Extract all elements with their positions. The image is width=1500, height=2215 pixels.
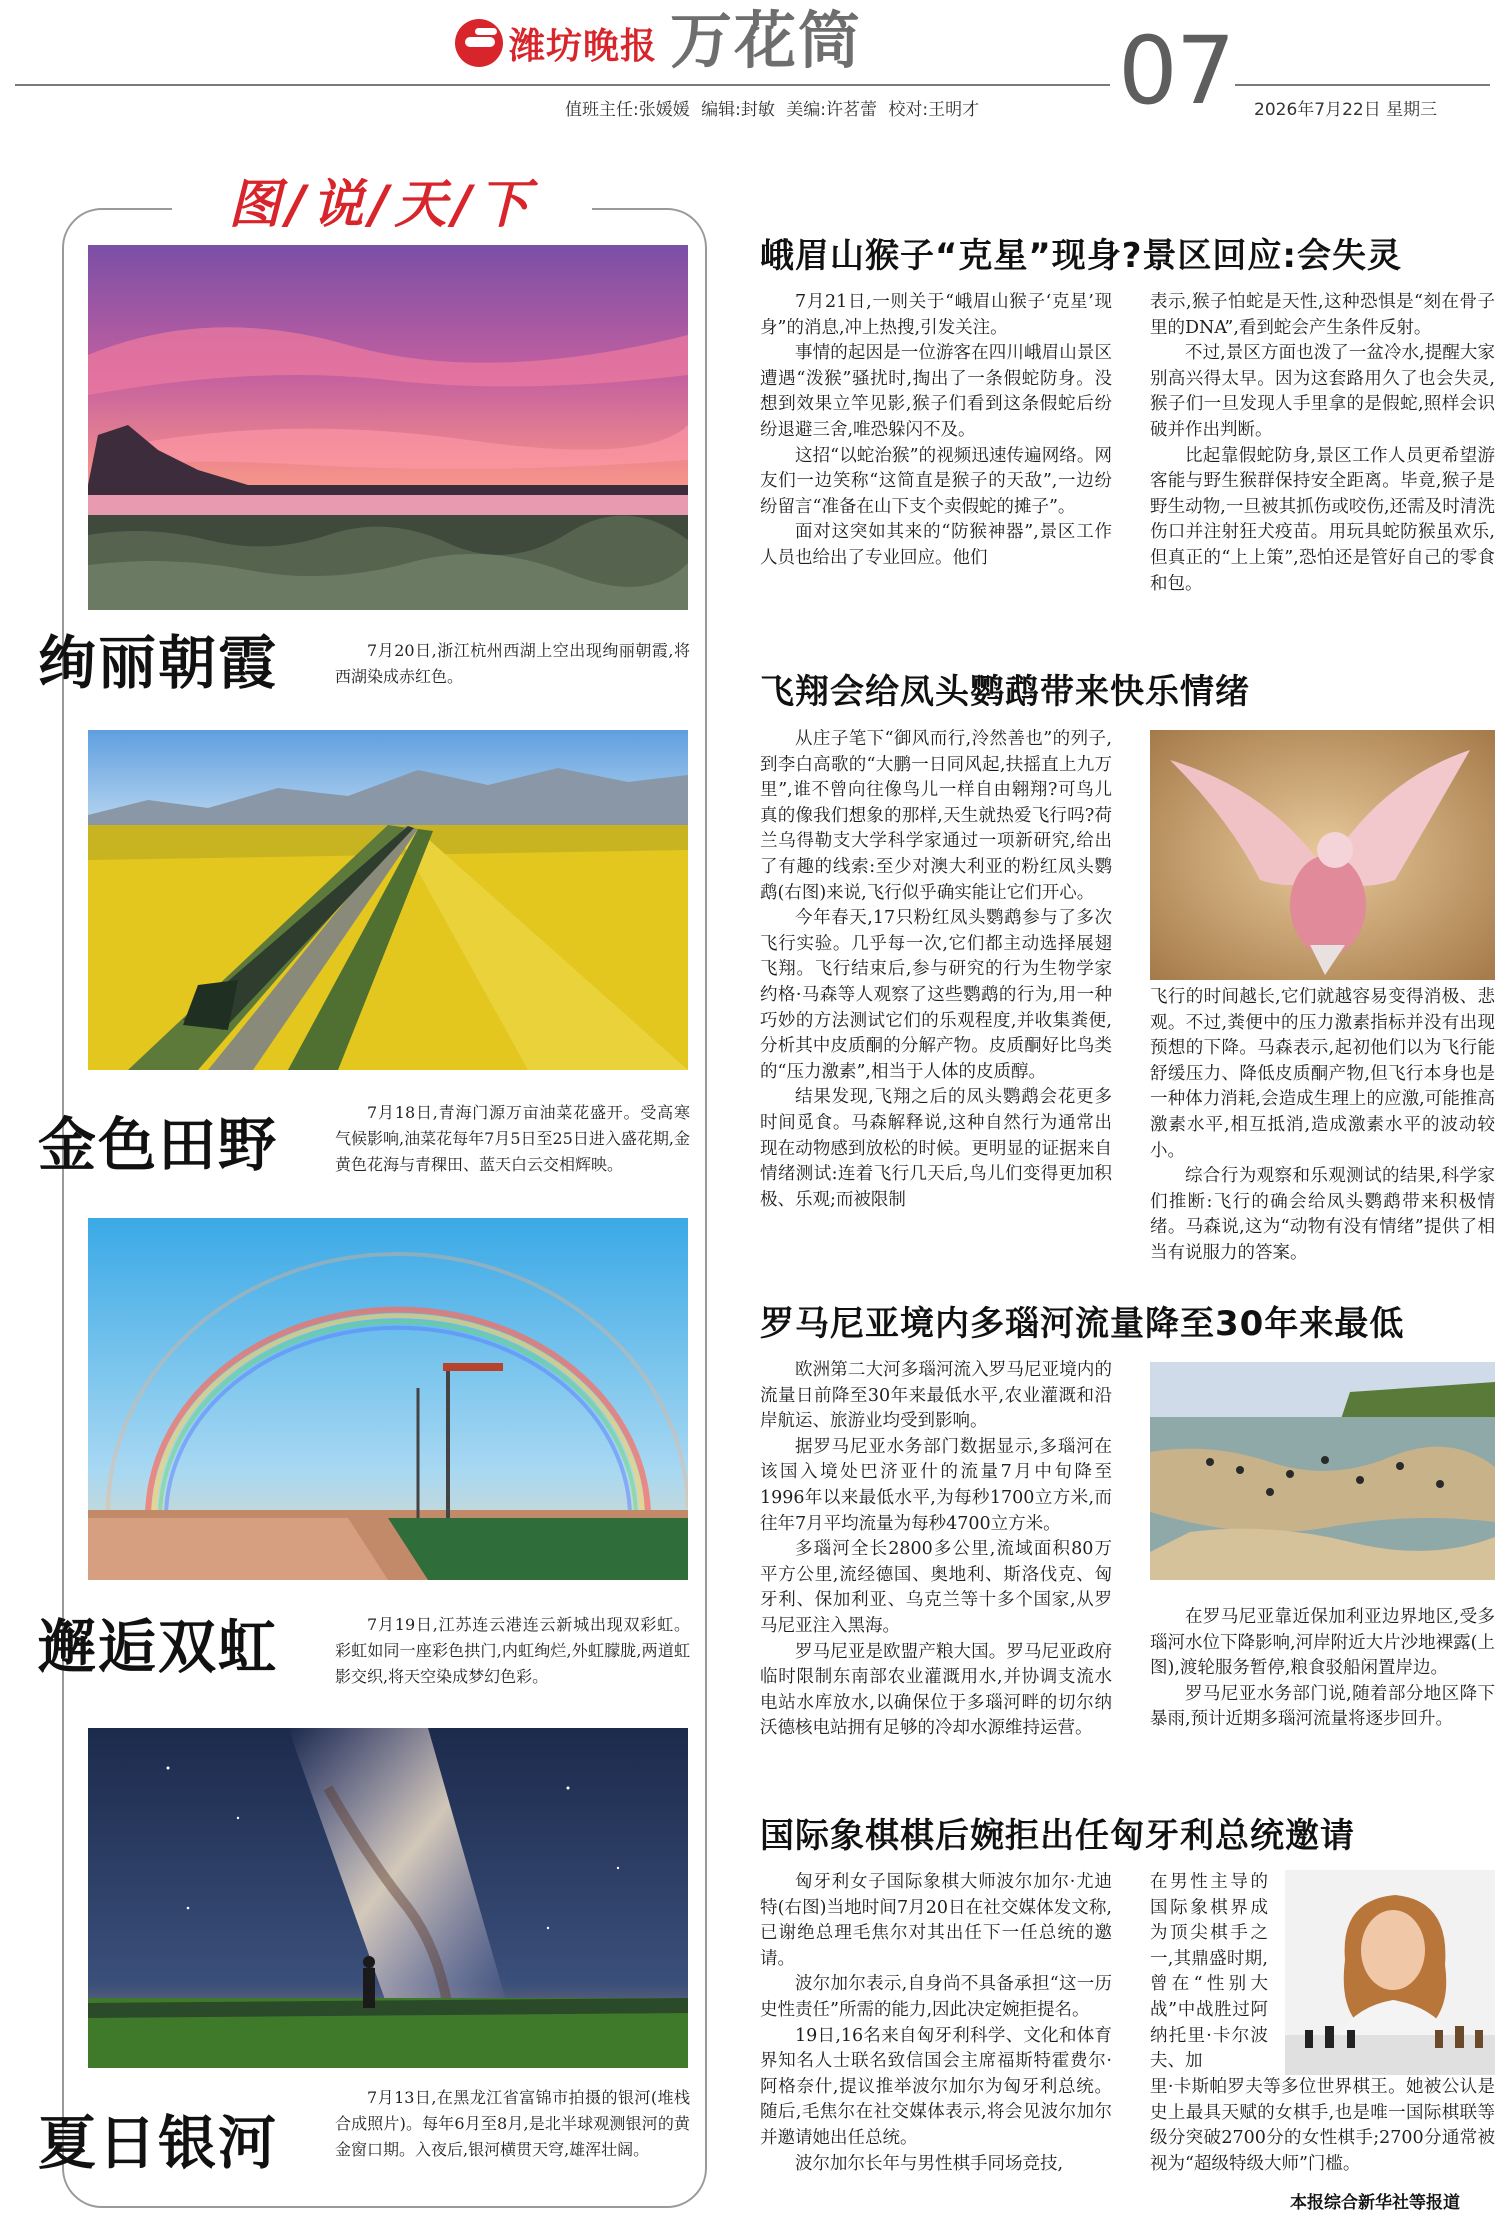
photo-west-lake-sunrise — [88, 245, 688, 610]
staff-line: 值班主任:张媛媛 编辑:封敏 美编:许茗蕾 校对:王明才 — [565, 100, 980, 120]
section-title: 万花筒 — [670, 4, 863, 77]
newspaper-logo — [455, 14, 657, 72]
article-1-column-2: 表示,猴子怕蛇是天性,这种恐惧是“刻在骨子里的DNA”,看到蛇会产生条件反射。 不过,景区方面也泼了一盆冷水,提醒大家别高兴得太早。因为这套路用久了也会失灵,猴子们一旦发现人手里拿的是假蛇,照样会识破并作出判断。 比起靠假蛇防身,景区工作人员更希望游客能与野生猴群保持安全距离。毕竟,猴子是野生动物,一旦被其抓伤或咬伤,还需及时清洗伤口并注射狂犬疫苗。用玩具蛇防猴虽欢乐,但真正的“上上策”,恐怕还是管好自己的零食和包。 — [1150, 292, 1495, 594]
image-galah-cockatoo — [1150, 730, 1495, 980]
paper-name: 潍坊晚报 — [509, 25, 658, 67]
article-4-headline: 国际象棋棋后婉拒出任匈牙利总统邀请 — [760, 1816, 1355, 1856]
source-credit: 本报综合新华社等报道 — [1290, 2193, 1460, 2213]
article-1-column-1: 7月21日,一则关于“峨眉山猴子‘克星’现身”的消息,冲上热搜,引发关注。 事情的起因是一位游客在四川峨眉山景区遭遇“泼猴”骚扰时,掏出了一条假蛇防身。没想到效果立竿见影,猴子们看到这条假蛇后纷纷退避三舍,唯恐躲闪不及。 这招“以蛇治猴”的视频迅速传遍网络。网友们一边笑称“这简直是猴子的天敌”,一边纷纷留言“准备在山下支个卖假蛇的摊子”。 面对这突如其来的“防猴神器”,景区工作人员也给出了专业回应。他们 — [760, 292, 1112, 568]
article-2-column-2: 飞行的时间越长,它们就越容易变得消极、悲观。不过,粪便中的压力激素指标并没有出现预想的下降。马森表示,起初他们以为飞行能舒缓压力、降低皮质酮产物,但飞行本身也是一种体力消耗,会造成生理上的应激,可能推高激素水平,相互抵消,造成激素水平的波动较小。 综合行为观察和乐观测试的结果,科学家们推断:飞行的确会给凤头鹦鹉带来积极情绪。马森说,这为“动物有没有情绪”提供了相当有说服力的答案。 — [1150, 987, 1495, 1263]
header-rule — [15, 84, 1110, 86]
article-3-headline: 罗马尼亚境内多瑙河流量降至30年来最低 — [760, 1304, 1405, 1344]
article-3-column-2: 在罗马尼亚靠近保加利亚边界地区,受多瑙河水位下降影响,河岸附近大片沙地裸露(上图),渡轮服务暂停,粮食驳船闲置岸边。 罗马尼亚水务部门说,随着部分地区降下暴雨,预计近期多瑙河流量将逐步回升。 — [1150, 1607, 1495, 1730]
article-2-column-1: 从庄子笔下“御风而行,泠然善也”的列子,到李白高歌的“大鹏一日同风起,扶摇直上九万里”,谁不曾向往像鸟儿一样自由翱翔?可鸟儿真的像我们想象的那样,天生就热爱飞行吗?荷兰乌得勒支大学科学家通过一项新研究,给出了有趣的线索:至少对澳大利亚的粉红凤头鹦鹉(右图)来说,飞行似乎确实能让它们开心。 今年春天,17只粉红凤头鹦鹉参与了多次飞行实验。几乎每一次,它们都主动选择展翅飞翔。飞行结束后,参与研究的行为生物学家约格·马森等人观察了这些鹦鹉的行为,用一种巧妙的方法测试它们的乐观程度,并收集粪便,分析其中皮质酮的分解产物。皮质酮好比鸟类的“压力激素”,相当于人体的皮质醇。 结果发现,飞翔之后的凤头鹦鹉会花更多时间觅食。马森解释说,这种自然行为通常出现在动物感到放松的时候。更明显的证据来自情绪测试:连着飞行几天后,鸟儿们变得更加积极、乐观;而被限制 — [760, 729, 1112, 1210]
photo-double-rainbow — [88, 1218, 688, 1580]
image-danube-riverbank — [1150, 1362, 1495, 1580]
article-4-column-1: 匈牙利女子国际象棋大师波尔加尔·尤迪特(右图)当地时间7月20日在社交媒体发文称,已谢绝总理毛焦尔对其出任下一任总统的邀请。 波尔加尔表示,自身尚不具备承担“这一历史性责任”所需的能力,因此决定婉拒提名。 19日,16名来自匈牙利科学、文化和体育界知名人士联名致信国会主席福斯特霍费尔·阿格奈什,提议推举波尔加尔为匈牙利总统。随后,毛焦尔在社交媒体表示,将会见波尔加尔并邀请她出任总统。 波尔加尔长年与男性棋手同场竞技, — [760, 1872, 1112, 2174]
photo-caption-3: 7月19日,江苏连云港连云新城出现双彩虹。彩虹如同一座彩色拱门,内虹绚烂,外虹朦胧,两道虹影交织,将天空染成梦幻色彩。 — [335, 1615, 690, 1686]
page-number: 07 — [1118, 17, 1234, 126]
photo-summer-milky-way — [88, 1728, 688, 2068]
photo-title-2: 金色田野 — [38, 1111, 279, 1179]
article-1-headline: 峨眉山猴子“克星”现身?景区回应:会失灵 — [760, 236, 1403, 276]
article-4-column-2b: 里·卡斯帕罗夫等多位世界棋王。她被公认是史上最具天赋的女棋手,也是唯一国际棋联等级分突破2700分的女性棋手;2700分通常被视为“超级特级大师”门槛。 — [1150, 2077, 1495, 2174]
photo-caption-1: 7月20日,浙江杭州西湖上空出现绚丽朝霞,将西湖染成赤红色。 — [335, 641, 690, 686]
photo-title-3: 邂逅双虹 — [38, 1613, 279, 1681]
photo-caption-4: 7月13日,在黑龙江省富锦市拍摄的银河(堆栈合成照片)。每年6月至8月,是北半球观测银河的黄金窗口期。入夜后,银河横贯天穹,雄浑壮阔。 — [335, 2088, 690, 2159]
photo-column-heading: 图/说/天/下 — [228, 175, 536, 235]
article-4-column-2a: 在男性主导的国际象棋界成为顶尖棋手之一,其鼎盛时期,曾在“性别大战”中战胜过阿纳托里·卡尔波夫、加 — [1150, 1872, 1268, 2072]
photo-title-1: 绚丽朝霞 — [38, 629, 279, 697]
issue-date: 2026年7月22日 星期三 — [1254, 100, 1438, 120]
photo-title-4: 夏日银河 — [38, 2109, 279, 2177]
photo-golden-fields — [88, 730, 688, 1070]
article-2-headline: 飞翔会给凤头鹦鹉带来快乐情绪 — [760, 672, 1250, 712]
image-judit-polgar — [1285, 1870, 1495, 2075]
photo-caption-2: 7月18日,青海门源万亩油菜花盛开。受高寒气候影响,油菜花每年7月5日至25日进入盛花期,金黄色花海与青稞田、蓝天白云交相辉映。 — [335, 1103, 690, 1174]
header-rule-right — [1235, 84, 1490, 86]
logo-emblem-icon — [455, 19, 503, 67]
article-3-column-1: 欧洲第二大河多瑙河流入罗马尼亚境内的流量日前降至30年来最低水平,农业灌溉和沿岸航运、旅游业均受到影响。 据罗马尼亚水务部门数据显示,多瑙河在该国入境处巴济亚什的流量7月中旬降至1996年以来最低水平,为每秒1700立方米,而往年7月平均流量为每秒4700立方米。 多瑙河全长2800多公里,流域面积80万平方公里,流经德国、奥地利、斯洛伐克、匈牙利、保加利亚、乌克兰等十多个国家,从罗马尼亚注入黑海。 罗马尼亚是欧盟产粮大国。罗马尼亚政府临时限制东南部农业灌溉用水,并协调支流水电站水库放水,以确保位于多瑙河畔的切尔纳沃德核电站拥有足够的冷却水源维持运营。 — [760, 1360, 1112, 1739]
